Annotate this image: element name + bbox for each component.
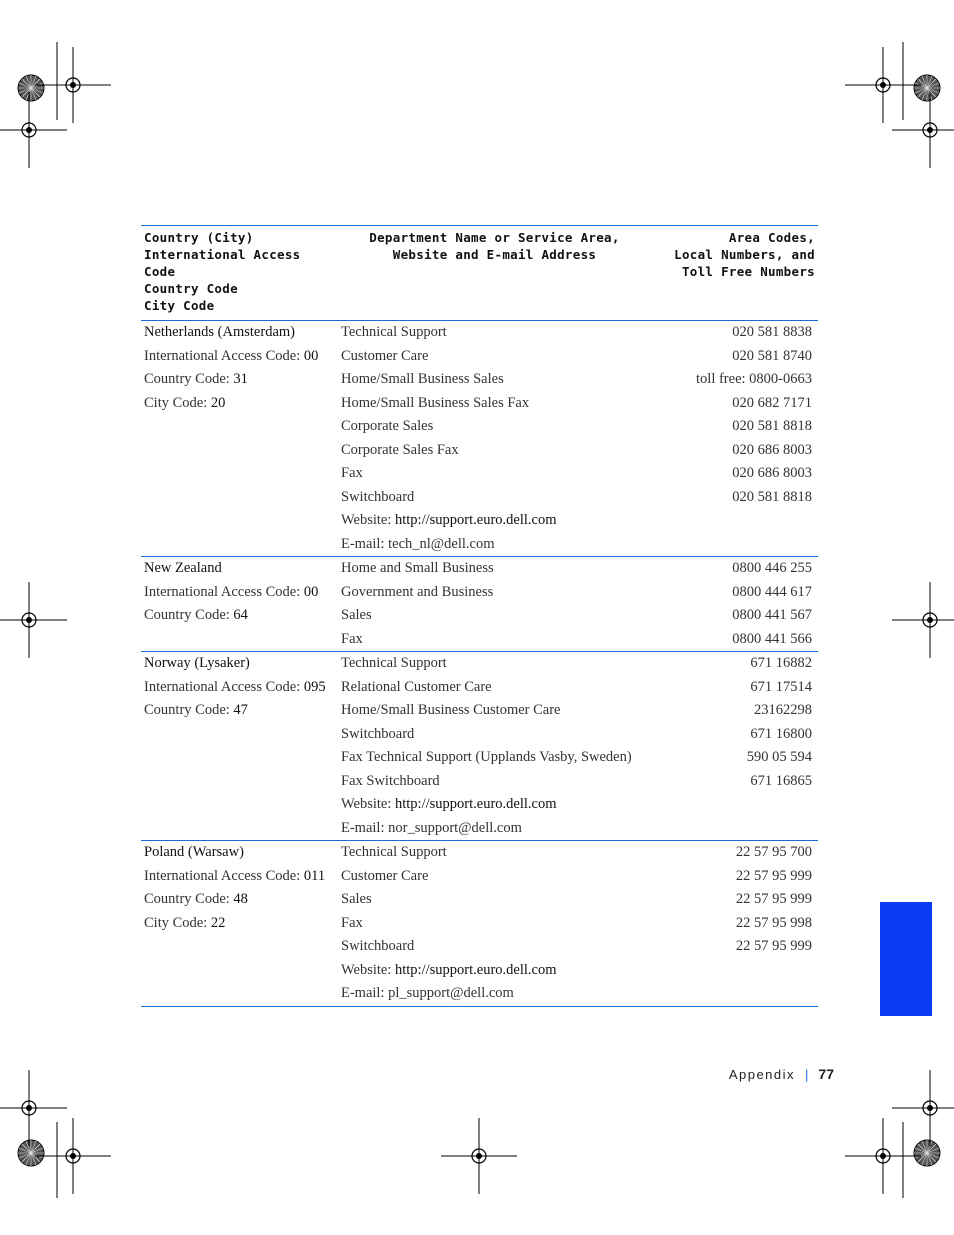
table-row <box>141 912 818 936</box>
contact-table-container <box>141 225 818 1007</box>
table-row <box>141 368 818 392</box>
phone-number-cell: 020 682 7171 <box>732 394 812 411</box>
department-cell: Home/Small Business Sales Fax <box>341 394 530 411</box>
code-label: Country Code: <box>144 702 234 718</box>
crosshair-mark-icon <box>441 1118 517 1194</box>
table-row <box>141 817 818 841</box>
code-label: Country Code: <box>144 891 234 907</box>
country-name-text: New Zealand <box>144 560 222 576</box>
table-row <box>141 723 818 747</box>
website-label: Website: <box>341 961 395 978</box>
phone-number-cell: toll free: 0800-0663 <box>696 371 812 387</box>
department-cell: Fax Technical Support (Upplands Vasby, Sweden) <box>341 749 632 765</box>
phone-number-cell: 590 05 594 <box>746 749 812 765</box>
department-cell: Fax Switchboard <box>341 772 440 789</box>
code-label: International Access Code: <box>144 583 304 600</box>
email-cell <box>338 533 651 557</box>
table-row <box>141 746 818 770</box>
department-cell: Corporate Sales <box>341 418 434 434</box>
table-row <box>141 982 818 1006</box>
table-row <box>141 841 818 865</box>
phone-number-cell: 671 16865 <box>750 772 812 789</box>
phone-number-cell: 22 57 95 700 <box>735 844 812 860</box>
website-link[interactable]: http://support.euro.dell.com <box>395 796 557 812</box>
phone-number-cell: 22 57 95 999 <box>735 938 812 954</box>
department-cell: Sales <box>341 891 372 907</box>
country-name <box>141 841 338 865</box>
phone-number-cell: 671 17514 <box>750 678 812 695</box>
website-link[interactable]: http://support.euro.dell.com <box>395 512 557 528</box>
table-row <box>141 557 818 581</box>
website-link[interactable]: http://support.euro.dell.com <box>395 961 557 978</box>
email-link[interactable]: E-mail: tech_nl@dell.com <box>341 535 495 552</box>
table-header <box>141 226 818 321</box>
phone-number-cell: 020 581 8740 <box>732 347 812 364</box>
country-name-text: Norway (Lysaker) <box>144 655 250 671</box>
table-row <box>141 392 818 416</box>
crosshair-mark-icon <box>892 92 954 168</box>
country-name <box>141 557 338 581</box>
code-value: 31 <box>233 371 248 387</box>
table-row <box>141 888 818 912</box>
contact-table <box>141 225 818 1007</box>
country-code-line <box>141 368 338 392</box>
header-numbers: Area Codes, Local Numbers, and Toll Free Numbers <box>674 230 815 279</box>
phone-number-cell: 0800 441 566 <box>732 630 812 647</box>
department-cell: Home and Small Business <box>341 560 494 576</box>
department-cell: Customer Care <box>341 867 429 884</box>
table-row <box>141 462 818 486</box>
table-row <box>141 486 818 510</box>
phone-number-cell: 22 57 95 999 <box>735 891 812 907</box>
crosshair-mark-icon <box>35 47 111 123</box>
code-value: 20 <box>210 394 226 411</box>
department-cell: Relational Customer Care <box>341 678 492 695</box>
code-value: 00 <box>303 347 319 364</box>
table-row <box>141 581 818 605</box>
phone-number-cell: 020 581 8838 <box>732 324 812 340</box>
website-cell <box>338 959 651 983</box>
header-department: Department Name or Service Area, Website and E-mail Address <box>369 230 620 262</box>
department-cell: Switchboard <box>341 938 415 954</box>
table-row <box>141 652 818 676</box>
footer-separator: | <box>805 1067 809 1082</box>
code-label: Country Code: <box>144 607 234 623</box>
crosshair-mark-icon <box>892 582 954 658</box>
country-name-text: Netherlands (Amsterdam) <box>144 324 295 340</box>
country-code-line <box>141 392 338 416</box>
country-name <box>141 321 338 345</box>
email-cell <box>338 817 651 841</box>
table-row <box>141 321 818 345</box>
phone-number-cell: 22 57 95 999 <box>735 867 812 884</box>
starburst-mark-icon <box>18 1140 44 1166</box>
country-code-line <box>141 676 338 700</box>
country-code-line <box>141 865 338 889</box>
department-cell: Fax <box>341 465 363 481</box>
code-label: City Code: <box>144 394 211 411</box>
starburst-mark-icon <box>914 75 940 101</box>
crosshair-mark-icon <box>0 582 67 658</box>
department-cell: Sales <box>341 607 372 623</box>
country-code-line <box>141 888 338 912</box>
department-cell: Fax <box>341 914 363 931</box>
phone-number-cell: 020 686 8003 <box>732 465 812 481</box>
website-cell <box>338 509 651 533</box>
table-row <box>141 604 818 628</box>
website-label: Website: <box>341 796 395 812</box>
page-footer <box>700 1066 834 1082</box>
phone-number-cell: 22 57 95 998 <box>735 914 812 931</box>
table-row <box>141 770 818 794</box>
department-cell: Switchboard <box>341 488 415 505</box>
phone-number-cell: 020 686 8003 <box>732 441 812 458</box>
phone-number-cell: 020 581 8818 <box>732 418 812 434</box>
department-cell: Switchboard <box>341 725 415 742</box>
code-label: City Code: <box>144 914 211 931</box>
country-group <box>141 557 818 652</box>
table-row <box>141 865 818 889</box>
table-row <box>141 415 818 439</box>
phone-number-cell: 0800 444 617 <box>732 583 812 600</box>
country-code-line <box>141 699 338 723</box>
department-cell: Home/Small Business Customer Care <box>341 702 561 718</box>
section-name: Appendix <box>728 1067 796 1082</box>
phone-number-cell: 020 581 8818 <box>732 488 812 505</box>
phone-number-cell: 671 16800 <box>750 725 812 742</box>
code-value: 011 <box>303 867 326 884</box>
country-code-line <box>141 604 338 628</box>
starburst-mark-icon <box>18 75 44 101</box>
email-link[interactable]: E-mail: nor_support@dell.com <box>341 819 522 836</box>
crosshair-mark-icon <box>845 1118 921 1194</box>
code-label: Country Code: <box>144 371 234 387</box>
code-value: 095 <box>303 678 326 695</box>
page-number: 77 <box>818 1066 834 1082</box>
website-cell <box>338 793 651 817</box>
table-row <box>141 509 818 533</box>
code-value: 22 <box>210 914 226 931</box>
crosshair-mark-icon <box>35 1118 111 1194</box>
table-row <box>141 793 818 817</box>
table-row <box>141 439 818 463</box>
starburst-mark-icon <box>914 1140 940 1166</box>
department-cell: Technical Support <box>341 844 447 860</box>
department-cell: Technical Support <box>341 655 447 671</box>
department-cell: Technical Support <box>341 324 447 340</box>
header-country: Country (City) International Access Code Country Code City Code <box>144 230 301 313</box>
phone-number-cell: 0800 446 255 <box>732 560 812 576</box>
table-row <box>141 345 818 369</box>
table-row <box>141 935 818 959</box>
country-code-line <box>141 912 338 936</box>
country-group <box>141 652 818 841</box>
country-code-line <box>141 345 338 369</box>
crosshair-mark-icon <box>845 47 921 123</box>
thumb-tab <box>880 902 932 1016</box>
country-name <box>141 652 338 676</box>
email-cell <box>338 982 651 1006</box>
code-value: 00 <box>303 583 319 600</box>
country-group <box>141 841 818 1007</box>
code-value: 47 <box>233 702 248 718</box>
code-label: International Access Code: <box>144 867 304 884</box>
department-cell: Fax <box>341 630 363 647</box>
phone-number-cell: 671 16882 <box>750 655 812 671</box>
department-cell: Customer Care <box>341 347 429 364</box>
phone-number-cell: 23162298 <box>754 702 812 718</box>
table-row <box>141 699 818 723</box>
code-label: International Access Code: <box>144 678 304 695</box>
country-group <box>141 321 818 557</box>
code-value: 48 <box>233 891 248 907</box>
table-row <box>141 676 818 700</box>
code-value: 64 <box>233 607 248 623</box>
table-row <box>141 959 818 983</box>
table-row <box>141 628 818 652</box>
email-link[interactable]: E-mail: pl_support@dell.com <box>341 985 514 1001</box>
department-cell: Corporate Sales Fax <box>341 441 459 458</box>
department-cell: Government and Business <box>341 583 494 600</box>
code-label: International Access Code: <box>144 347 304 364</box>
crosshair-mark-icon <box>892 1070 954 1146</box>
country-code-line <box>141 581 338 605</box>
table-row <box>141 533 818 557</box>
phone-number-cell: 0800 441 567 <box>732 607 812 623</box>
website-label: Website: <box>341 512 395 528</box>
country-name-text: Poland (Warsaw) <box>144 844 244 860</box>
department-cell: Home/Small Business Sales <box>341 371 504 387</box>
